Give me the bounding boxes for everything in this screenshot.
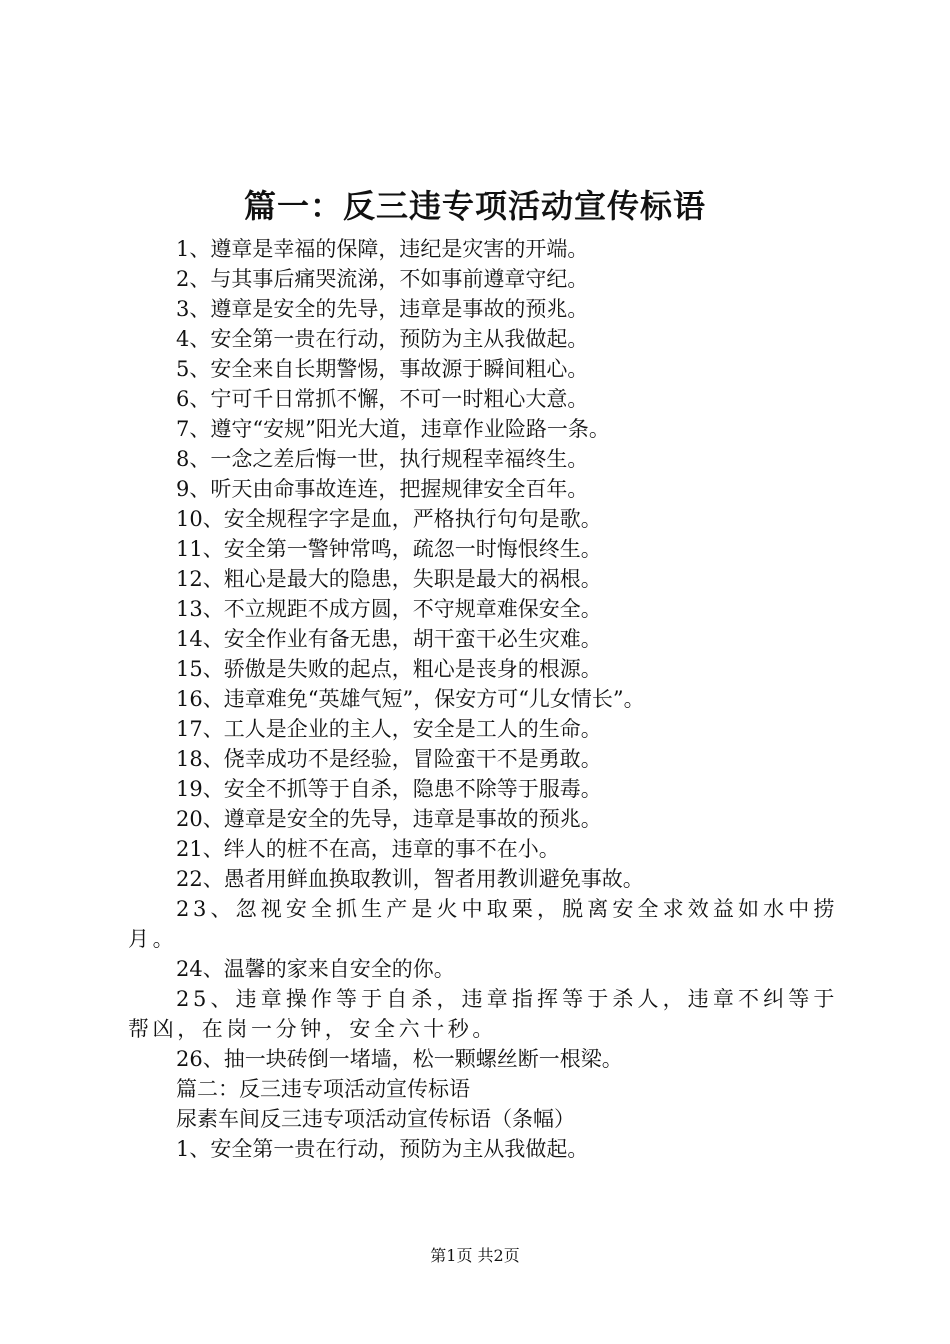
slogan-item: 17、工人是企业的主人，安全是工人的生命。: [176, 717, 602, 741]
slogan-item: 12、粗心是最大的隐患，失职是最大的祸根。: [176, 567, 602, 591]
slogan-item: 21、绊人的桩不在高，违章的事不在小。: [176, 837, 560, 861]
slogan-item: 1、遵章是幸福的保障，违纪是灾害的开端。: [176, 237, 589, 261]
slogan-item: 11、安全第一警钟常鸣，疏忽一时悔恨终生。: [176, 537, 602, 561]
slogan-item: 4、安全第一贵在行动，预防为主从我做起。: [176, 327, 589, 351]
slogan-item: 20、遵章是安全的先导，违章是事故的预兆。: [176, 807, 602, 831]
slogan-item: 24、温馨的家来自安全的你。: [176, 957, 455, 981]
page-number: 第1页 共2页: [430, 1246, 520, 1265]
slogan-item: 13、不立规距不成方圆，不守规章难保安全。: [176, 597, 602, 621]
slogan-item: 19、安全不抓等于自杀，隐患不除等于服毒。: [176, 777, 602, 801]
slogan-item: 22、愚者用鲜血换取教训，智者用教训避免事故。: [176, 867, 644, 891]
section-heading: 篇二：反三违专项活动宣传标语: [176, 1077, 470, 1101]
slogan-item: 26、抽一块砖倒一堵墙，松一颗螺丝断一根梁。: [176, 1047, 623, 1071]
slogan-list: [128, 234, 838, 1164]
slogan-item: 2、与其事后痛哭流涕，不如事前遵章守纪。: [176, 267, 589, 291]
slogan-item: 16、违章难免“英雄气短”，保安方可“儿女情长”。: [176, 687, 645, 711]
slogan-item-wrapped: 25、违章操作等于自杀，违章指挥等于杀人，违章不纠等于帮凶，在岗一分钟，安全六十秒。: [128, 987, 838, 1041]
document-title: 篇一：反三违专项活动宣传标语: [243, 187, 706, 225]
slogan-item: 1、安全第一贵在行动，预防为主从我做起。: [176, 1137, 589, 1161]
slogan-item: 14、安全作业有备无患，胡干蛮干必生灾难。: [176, 627, 602, 651]
slogan-item: 9、听天由命事故连连，把握规律安全百年。: [176, 477, 589, 501]
slogan-item: 3、遵章是安全的先导，违章是事故的预兆。: [176, 297, 589, 321]
slogan-item: 18、侥幸成功不是经验，冒险蛮干不是勇敢。: [176, 747, 602, 771]
slogan-item: 8、一念之差后悔一世，执行规程幸福终生。: [176, 447, 589, 471]
slogan-item: 10、安全规程字字是血，严格执行句句是歌。: [176, 507, 602, 531]
slogan-item: 7、遵守“安规”阳光大道，违章作业险路一条。: [176, 417, 610, 441]
slogan-item: 15、骄傲是失败的起点，粗心是丧身的根源。: [176, 657, 602, 681]
section-subheading: 尿素车间反三违专项活动宣传标语（条幅）: [176, 1107, 575, 1131]
slogan-item: 6、宁可千日常抓不懈，不可一时粗心大意。: [176, 387, 589, 411]
slogan-item-wrapped: 23、忽视安全抓生产是火中取栗，脱离安全求效益如水中捞月。: [128, 897, 838, 951]
slogan-item: 5、安全来自长期警惕，事故源于瞬间粗心。: [176, 357, 589, 381]
